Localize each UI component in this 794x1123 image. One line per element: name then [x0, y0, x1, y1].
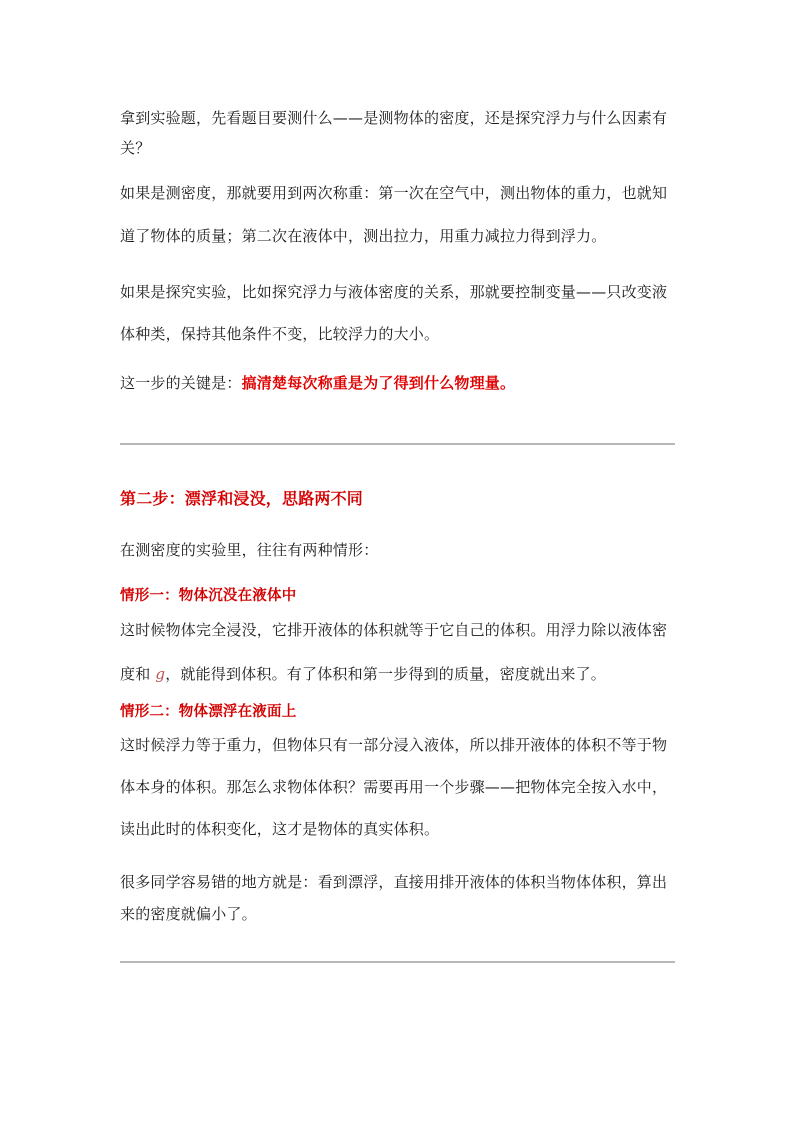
- paragraph-explore-method: 如果是探究实验，比如探究浮力与液体密度的关系，那就要控制变量——只改变液体种类，保持其他条件不变，比较浮力的大小。: [120, 283, 668, 343]
- case1-text-b: ，就能得到体积。有了体积和第一步得到的质量，密度就出来了。: [165, 665, 606, 683]
- paragraph-density-method: 如果是测密度，那就要用到两次称重：第一次在空气中，测出物体的重力，也就知道了物体的质量；第二次在液体中，测出拉力，用重力减拉力得到浮力。: [120, 184, 668, 245]
- paragraph-goal: 拿到实验题，先看题目要测什么——是测物体的密度，还是探究浮力与什么因素有关？: [120, 109, 668, 157]
- case1-title: 情形一：物体沉没在液体中: [120, 588, 297, 604]
- case1-text-a: 这时候物体完全浸没，它排开液体的体积就等于它自己的体积。用浮力除以液体密度和: [120, 621, 668, 683]
- paragraph-common-mistake: 很多同学容易错的地方就是：看到漂浮，直接用排开液体的体积当物体体积，算出来的密度就偏小了。: [120, 873, 668, 923]
- section-divider: [120, 443, 675, 445]
- paragraph-key-point: [120, 368, 675, 398]
- paragraph-intro: 在测密度的实验里，往往有两种情形：: [120, 541, 379, 559]
- case2-title: 情形二：物体漂浮在液面上: [120, 704, 297, 720]
- key-point-prefix: 这一步的关键是：: [120, 374, 242, 392]
- case1-text: [120, 608, 675, 696]
- gravity-symbol: g: [155, 665, 166, 683]
- section-heading: 第二步：漂浮和浸没，思路两不同: [120, 489, 364, 508]
- section-divider-bottom: [120, 961, 675, 963]
- key-point-emphasis: 搞清楚每次称重是为了得到什么物理量。: [241, 374, 516, 392]
- case2-text: 这时候浮力等于重力，但物体只有一部分浸入液体，所以排开液体的体积不等于物体本身的体积。那怎么求物体体积？需要再用一个步骤——把物体完全按入水中，读出此时的体积变化，这才是物体的真实体积。: [120, 736, 668, 838]
